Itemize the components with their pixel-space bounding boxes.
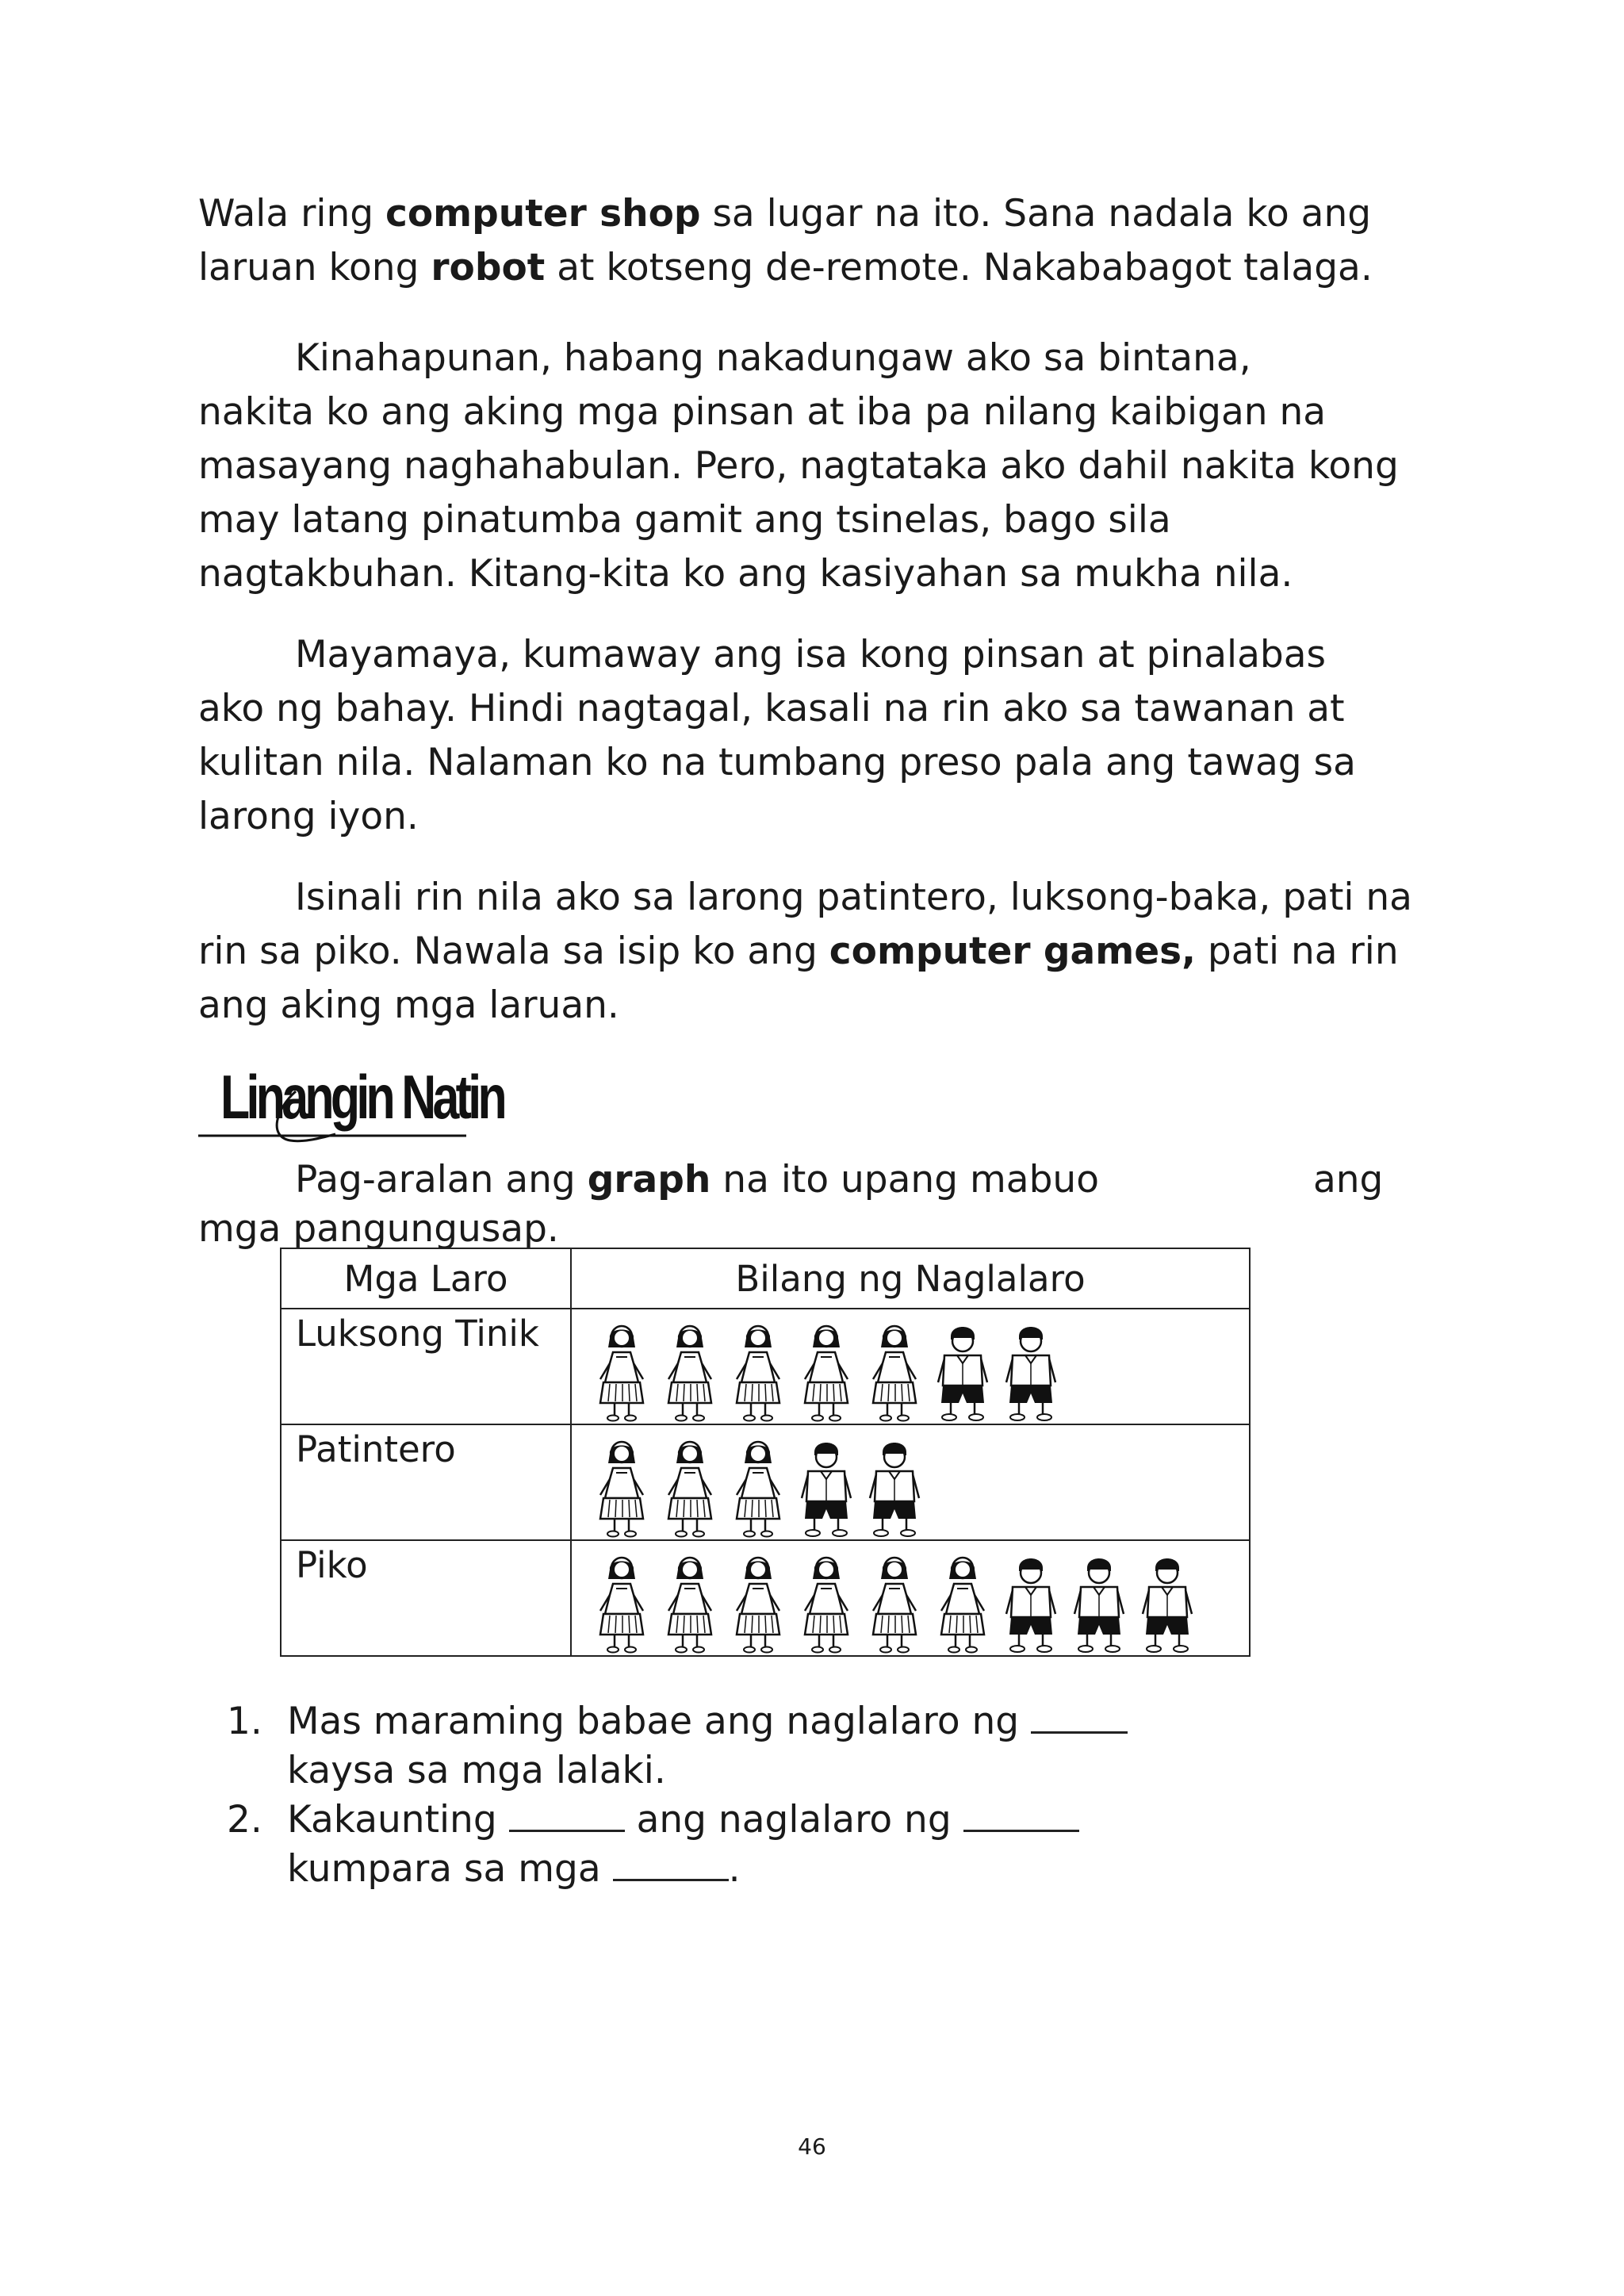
instruction-line: Pag-aralan ang graph na ito upang mabuo ang — [295, 1158, 1384, 1202]
girl-figure-icon — [729, 1436, 787, 1538]
boy-figure-icon — [865, 1436, 924, 1538]
figure-row — [572, 1309, 1249, 1422]
question-number: 2. — [227, 1798, 262, 1842]
figure-cell — [571, 1540, 1250, 1656]
question-text: Kakaunting — [287, 1798, 509, 1842]
table-row — [281, 1424, 1250, 1540]
answer-blank[interactable] — [1031, 1698, 1128, 1734]
paragraph-line: laruan kong robot at kotseng de-remote. Nakababagot talaga. — [198, 246, 1373, 289]
girl-figure-icon — [865, 1320, 924, 1422]
girl-figure-icon — [933, 1552, 992, 1654]
instruction-line: mga pangungusap. — [198, 1207, 559, 1251]
column-header: Bilang ng Naglalaro — [571, 1248, 1250, 1309]
instruction — [198, 1153, 1467, 1251]
pictograph-table — [280, 1248, 1251, 1657]
table-row — [281, 1540, 1250, 1656]
question-text: kumpara sa mga — [287, 1847, 613, 1891]
question-item — [222, 1697, 1253, 1796]
girl-figure-icon — [797, 1552, 856, 1654]
paragraph-line: masayang naghahabulan. Pero, nagtataka ako dahil nakita kong — [198, 444, 1399, 488]
girl-figure-icon — [729, 1320, 787, 1422]
paragraph-1 — [198, 187, 1435, 295]
girl-figure-icon — [661, 1436, 719, 1538]
girl-figure-icon — [592, 1552, 651, 1654]
paragraph-line: larong iyon. — [198, 795, 419, 838]
paragraph-line: Isinali rin nila ako sa larong patintero, luksong-baka, pati na — [295, 876, 1412, 919]
paragraph-line: kulitan nila. Nalaman ko na tumbang preso pala ang tawag sa — [198, 741, 1356, 784]
girl-figure-icon — [592, 1320, 651, 1422]
boy-figure-icon — [1138, 1552, 1197, 1654]
paragraph-4 — [198, 871, 1435, 1033]
paragraph-line: Wala ring computer shop sa lugar na ito. Sana nadala ko ang — [198, 192, 1372, 236]
question-text: kaysa sa mga lalaki. — [287, 1749, 666, 1792]
table-row — [281, 1309, 1250, 1424]
paragraph-line: rin sa piko. Nawala sa isip ko ang computer games, pati na rin — [198, 930, 1399, 973]
column-header: Mga Laro — [281, 1248, 571, 1309]
girl-figure-icon — [865, 1552, 924, 1654]
game-name: Luksong Tinik — [281, 1309, 571, 1424]
girl-figure-icon — [661, 1320, 719, 1422]
question-text: Mas maraming babae ang naglalaro ng — [287, 1700, 1032, 1743]
question-number: 1. — [227, 1700, 262, 1743]
page-number: 46 — [798, 2133, 826, 2160]
figure-cell — [571, 1309, 1250, 1424]
question-list — [222, 1697, 1253, 1894]
girl-figure-icon — [729, 1552, 787, 1654]
boy-figure-icon — [1002, 1320, 1060, 1422]
girl-figure-icon — [661, 1552, 719, 1654]
game-name: Patintero — [281, 1424, 571, 1540]
answer-blank[interactable] — [613, 1846, 729, 1881]
girl-figure-icon — [797, 1320, 856, 1422]
boy-figure-icon — [797, 1436, 856, 1538]
heading-text: Linangin Natin — [220, 1062, 504, 1132]
paragraph-line: nakita ko ang aking mga pinsan at iba pa nilang kaibigan na — [198, 390, 1327, 434]
answer-blank[interactable] — [509, 1796, 625, 1832]
game-name: Piko — [281, 1540, 571, 1656]
paragraph-line: ako ng bahay. Hindi nagtagal, kasali na rin ako sa tawanan at — [198, 687, 1345, 730]
figure-row — [572, 1541, 1249, 1654]
paragraph-line: ang aking mga laruan. — [198, 983, 619, 1027]
answer-blank[interactable] — [963, 1796, 1079, 1832]
paragraph-line: may latang pinatumba gamit ang tsinelas, bago sila — [198, 498, 1171, 542]
question-text: ang naglalaro ng — [624, 1798, 963, 1842]
boy-figure-icon — [933, 1320, 992, 1422]
paragraph-line: Mayamaya, kumaway ang isa kong pinsan at pinalabas — [295, 633, 1327, 677]
question-item — [222, 1796, 1253, 1894]
paragraph-line: Kinahapunan, habang nakadungaw ako sa bintana, — [295, 336, 1251, 380]
boy-figure-icon — [1002, 1552, 1060, 1654]
figure-row — [572, 1425, 1249, 1538]
question-text: . — [728, 1847, 741, 1891]
figure-cell — [571, 1424, 1250, 1540]
paragraph-2 — [198, 332, 1435, 601]
paragraph-3 — [198, 628, 1435, 844]
girl-figure-icon — [592, 1436, 651, 1538]
paragraph-line: nagtakbuhan. Kitang-kita ko ang kasiyahan sa mukha nila. — [198, 552, 1293, 596]
section-heading — [197, 1061, 504, 1148]
table-header-row — [281, 1248, 1250, 1309]
boy-figure-icon — [1070, 1552, 1128, 1654]
